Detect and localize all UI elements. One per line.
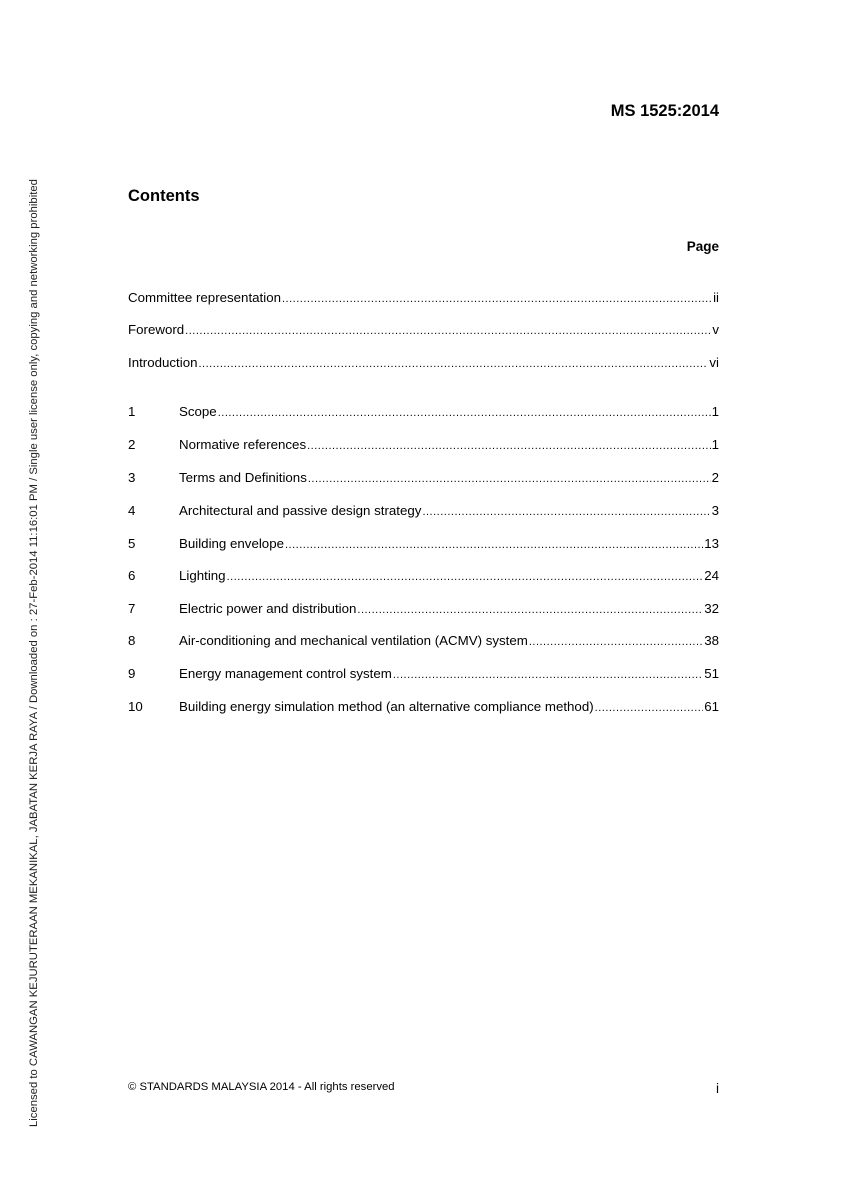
toc-entry-number: 6 [128,568,136,583]
toc-entry-number: 10 [128,699,143,714]
page-column-label: Page [686,239,719,254]
document-id: MS 1525:2014 [610,102,719,120]
toc-entry-section-3[interactable] [128,470,719,486]
toc-entry-section-5[interactable] [128,536,719,552]
toc-entry-title: Normative references [179,437,307,452]
toc-entry-section-10[interactable] [128,699,719,715]
toc-entry-title: Lighting [179,568,226,583]
toc-entry-title: Building envelope [179,536,284,551]
footer-page-number: i [716,1081,719,1096]
toc-entry-page: 1 [711,404,719,419]
toc-entry-title: Committee representation [128,290,281,305]
toc-entry-introduction[interactable] [128,355,719,371]
toc-entry-number: 8 [128,633,136,648]
toc-leader-dots [198,356,708,372]
toc-entry-number: 4 [128,503,136,518]
toc-leader-dots [227,569,704,585]
toc-entry-number: 1 [128,404,136,419]
toc-entry-number: 2 [128,437,136,452]
toc-entry-number: 5 [128,536,136,551]
toc-entry-page: v [712,322,719,337]
license-notice: Licensed to CAWANGAN KEJURUTERAAN MEKANIKAL, JABATAN KERJA RAYA / Downloaded on : 27-Feb-2014 11:16:01 PM / Single user license only, copying and networking prohibited [28,179,40,1127]
toc-leader-dots [307,438,710,454]
toc-entry-section-9[interactable] [128,666,719,682]
toc-entry-title: Foreword [128,322,185,337]
toc-entry-page: vi [709,355,719,370]
toc-entry-number: 9 [128,666,136,681]
toc-entry-section-2[interactable] [128,437,719,453]
toc-entry-section-6[interactable] [128,568,719,584]
footer-copyright: © STANDARDS MALAYSIA 2014 - All rights reserved [128,1081,395,1093]
toc-entry-committee-representation[interactable] [128,290,719,306]
toc-entry-section-4[interactable] [128,503,719,519]
toc-entry-section-7[interactable] [128,601,719,617]
toc-leader-dots [357,602,703,618]
toc-entry-page: 51 [704,666,719,681]
toc-leader-dots [393,667,703,683]
toc-entry-title: Introduction [128,355,198,370]
toc-entry-number: 7 [128,601,136,616]
toc-entry-title: Terms and Definitions [179,470,307,485]
toc-entry-title: Energy management control system [179,666,392,681]
toc-entry-page: ii [713,290,719,305]
toc-leader-dots [308,471,711,487]
toc-entry-page: 32 [704,601,719,616]
toc-leader-dots [422,504,710,520]
toc-entry-title: Architectural and passive design strategy [179,503,422,518]
toc-entry-foreword[interactable] [128,322,719,338]
toc-entry-page: 3 [711,503,719,518]
toc-entry-page: 61 [704,699,719,714]
toc-entry-number: 3 [128,470,136,485]
toc-entry-page: 2 [711,470,719,485]
toc-entry-page: 1 [711,437,719,452]
toc-leader-dots [285,537,703,553]
toc-leader-dots [185,323,711,339]
toc-entry-page: 38 [704,633,719,648]
toc-entry-title: Building energy simulation method (an alternative compliance method) [179,699,594,714]
toc-leader-dots [595,700,704,716]
toc-entry-title: Air-conditioning and mechanical ventilation (ACMV) system [179,633,528,648]
toc-entry-title: Scope [179,404,217,419]
toc-entry-title: Electric power and distribution [179,601,357,616]
toc-leader-dots [218,405,711,421]
toc-leader-dots [529,634,703,650]
toc-entry-page: 24 [704,568,719,583]
toc-entry-section-8[interactable] [128,633,719,649]
toc-leader-dots [282,291,712,307]
contents-heading: Contents [128,187,200,205]
toc-entry-page: 13 [704,536,719,551]
toc-entry-section-1[interactable] [128,404,719,420]
